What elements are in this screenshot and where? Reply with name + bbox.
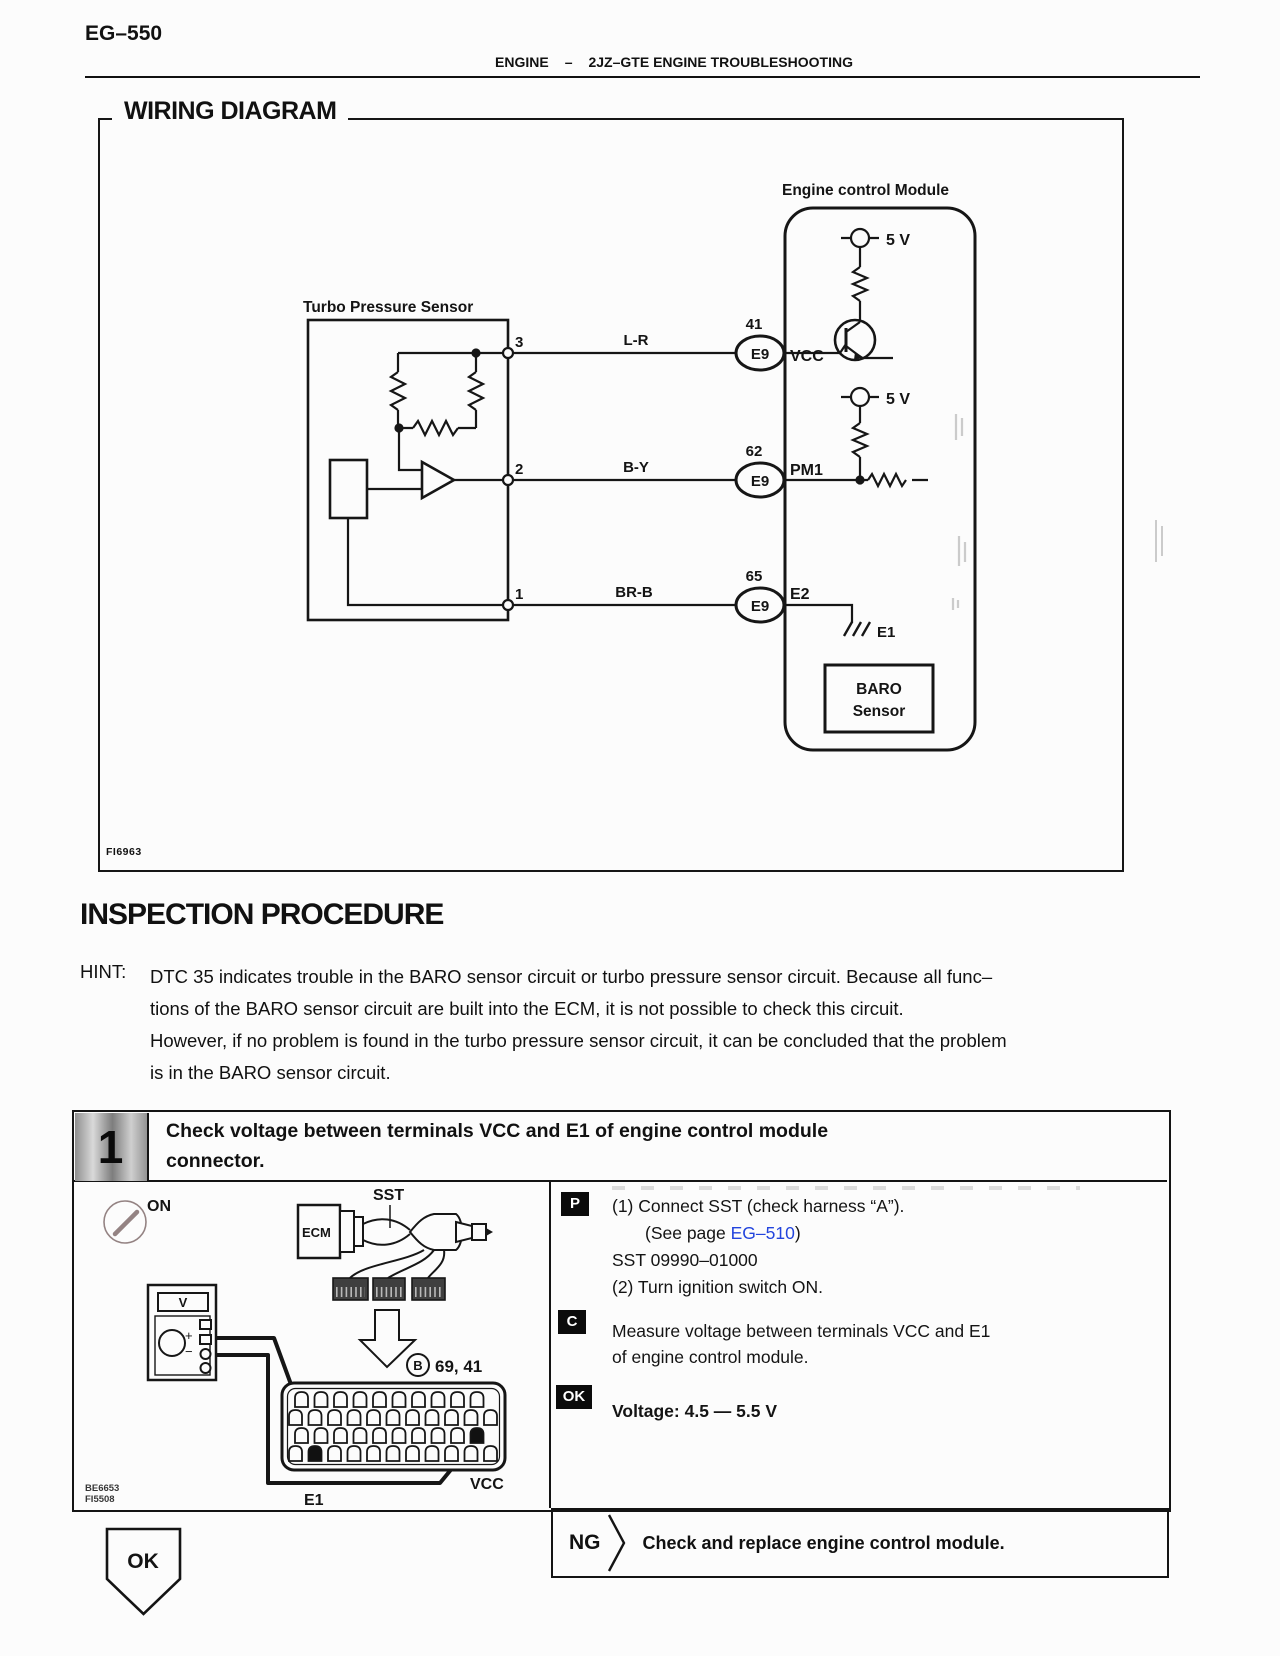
sst-part-number: SST 09990–01000 [612,1250,758,1270]
figure-code-2: FI5508 [85,1494,115,1505]
voltage-spec: Voltage: 4.5 — 5.5 V [612,1401,778,1421]
ng-label: NG [569,1531,601,1554]
check-instruction-line-2: of engine control module. [612,1347,809,1367]
pin-1-label: 1 [515,586,524,603]
ecm-box-label: ECM [302,1225,331,1240]
wiring-diagram [98,118,1120,868]
step-illustration [74,1184,549,1508]
running-header [495,54,853,70]
ng-result-row [551,1508,1169,1578]
e1-ground-label: E1 [877,624,896,641]
step-number: 1 [97,1120,124,1173]
ignition-key-icon [104,1201,146,1243]
ecm-check-harness [298,1205,493,1278]
down-arrow-icon [360,1310,415,1367]
scan-artifact-right [1150,518,1168,568]
ecm-label: Engine control Module [782,182,950,199]
hint-line-1: DTC 35 indicates trouble in the BARO sensor circuit or turbo pressure sensor circuit. Because all func– [150,966,993,987]
terminals-69-41-label: 69, 41 [435,1357,483,1376]
ng-chevron-icon [607,1512,629,1574]
voltmeter-minus: − [185,1344,193,1359]
terminal-65: 65 [745,568,763,585]
prepare-badge: P [561,1192,589,1216]
e2-ground-circuit [784,605,870,636]
wiring-diagram-title: WIRING DIAGRAM [112,97,348,126]
step-title-line-1: Check voltage between terminals VCC and E1 of engine control module [166,1120,829,1142]
harness-wires [513,353,736,605]
pin-3-label: 3 [515,334,524,351]
baro-label-1: BARO [856,681,902,698]
terminal-41: 41 [745,316,763,333]
check-badge: C [558,1310,586,1334]
scan-ghost-artifact [612,1186,1080,1190]
vcc-label: VCC [790,348,824,365]
voltmeter-plus: + [185,1328,193,1343]
page-link-eg-510[interactable]: EG–510 [730,1223,795,1243]
hint-line-2: tions of the BARO sensor circuit are built into the ECM, it is not possible to check this circuit. [150,998,904,1019]
five-volt-a: 5 V [886,232,911,249]
ok-badge: OK [556,1385,592,1409]
connector-e9-c: E9 [750,598,770,615]
see-page-prefix: (See page [645,1223,731,1243]
e1-pin-label: E1 [304,1492,324,1508]
step-title [166,1116,828,1176]
wire-color-1: BR-B [615,584,653,601]
prepare-step-1: (1) Connect SST (check harness “A”). [612,1196,905,1216]
five-volt-b: 5 V [886,391,911,408]
ng-action: Check and replace engine control module. [642,1532,1005,1553]
ignition-on-label: ON [147,1198,171,1215]
hint-text [150,961,1007,1089]
tps-element [330,460,367,518]
ecm-connector-grid [282,1383,505,1470]
header-separator: – [564,54,573,70]
scan-artifacts [953,414,965,610]
prepare-step-2: (2) Turn ignition switch ON. [612,1277,824,1297]
hint-line-4: is in the BARO sensor circuit. [150,1062,391,1083]
circle-b-label: B [413,1358,423,1373]
wire-color-3: L-R [623,332,649,349]
hint-line-3: However, if no problem is found in the turbo pressure sensor circuit, it can be concluded that the problem [150,1030,1007,1051]
figure-code: FI6963 [106,846,142,858]
tps-circuit [330,350,508,606]
harness-connector-blocks [333,1278,445,1300]
step-number-cell [75,1113,149,1181]
page-code: EG–550 [85,22,163,45]
baro-label-2: Sensor [852,703,906,720]
figure-code-1: BE6653 [85,1483,120,1494]
step-title-line-2: connector. [166,1150,265,1172]
pm1-label: PM1 [790,462,823,479]
tps-amplifier [422,462,454,498]
see-page-suffix: ) [794,1223,801,1243]
vcc-supply-circuit [784,229,893,360]
sst-label: SST [373,1187,405,1204]
check-instruction-line-1: Measure voltage between terminals VCC and E1 [612,1321,991,1341]
vcc-pin-label: VCC [470,1476,504,1493]
header-title: 2JZ–GTE ENGINE TROUBLESHOOTING [588,54,853,70]
ok-result-marker [105,1527,183,1617]
connector-e9-b: E9 [750,473,770,490]
step-header-divider [72,1180,1167,1182]
inspection-heading: INSPECTION PROCEDURE [80,898,444,931]
prepare-step-1-see-page [645,1223,801,1244]
ok-result-label: OK [127,1550,159,1573]
hint-label: HINT: [80,961,127,982]
header-section: ENGINE [495,54,549,70]
connector-e9-a: E9 [750,346,770,363]
baro-sensor-box [825,665,933,732]
header-rule [85,76,1200,78]
terminal-62: 62 [745,443,763,460]
e2-label: E2 [790,586,810,603]
pin-2-label: 2 [515,461,524,478]
step-column-divider [549,1182,551,1508]
wire-color-2: B-Y [623,459,649,476]
tps-label: Turbo Pressure Sensor [303,299,474,316]
voltmeter-unit-label: V [178,1295,188,1310]
